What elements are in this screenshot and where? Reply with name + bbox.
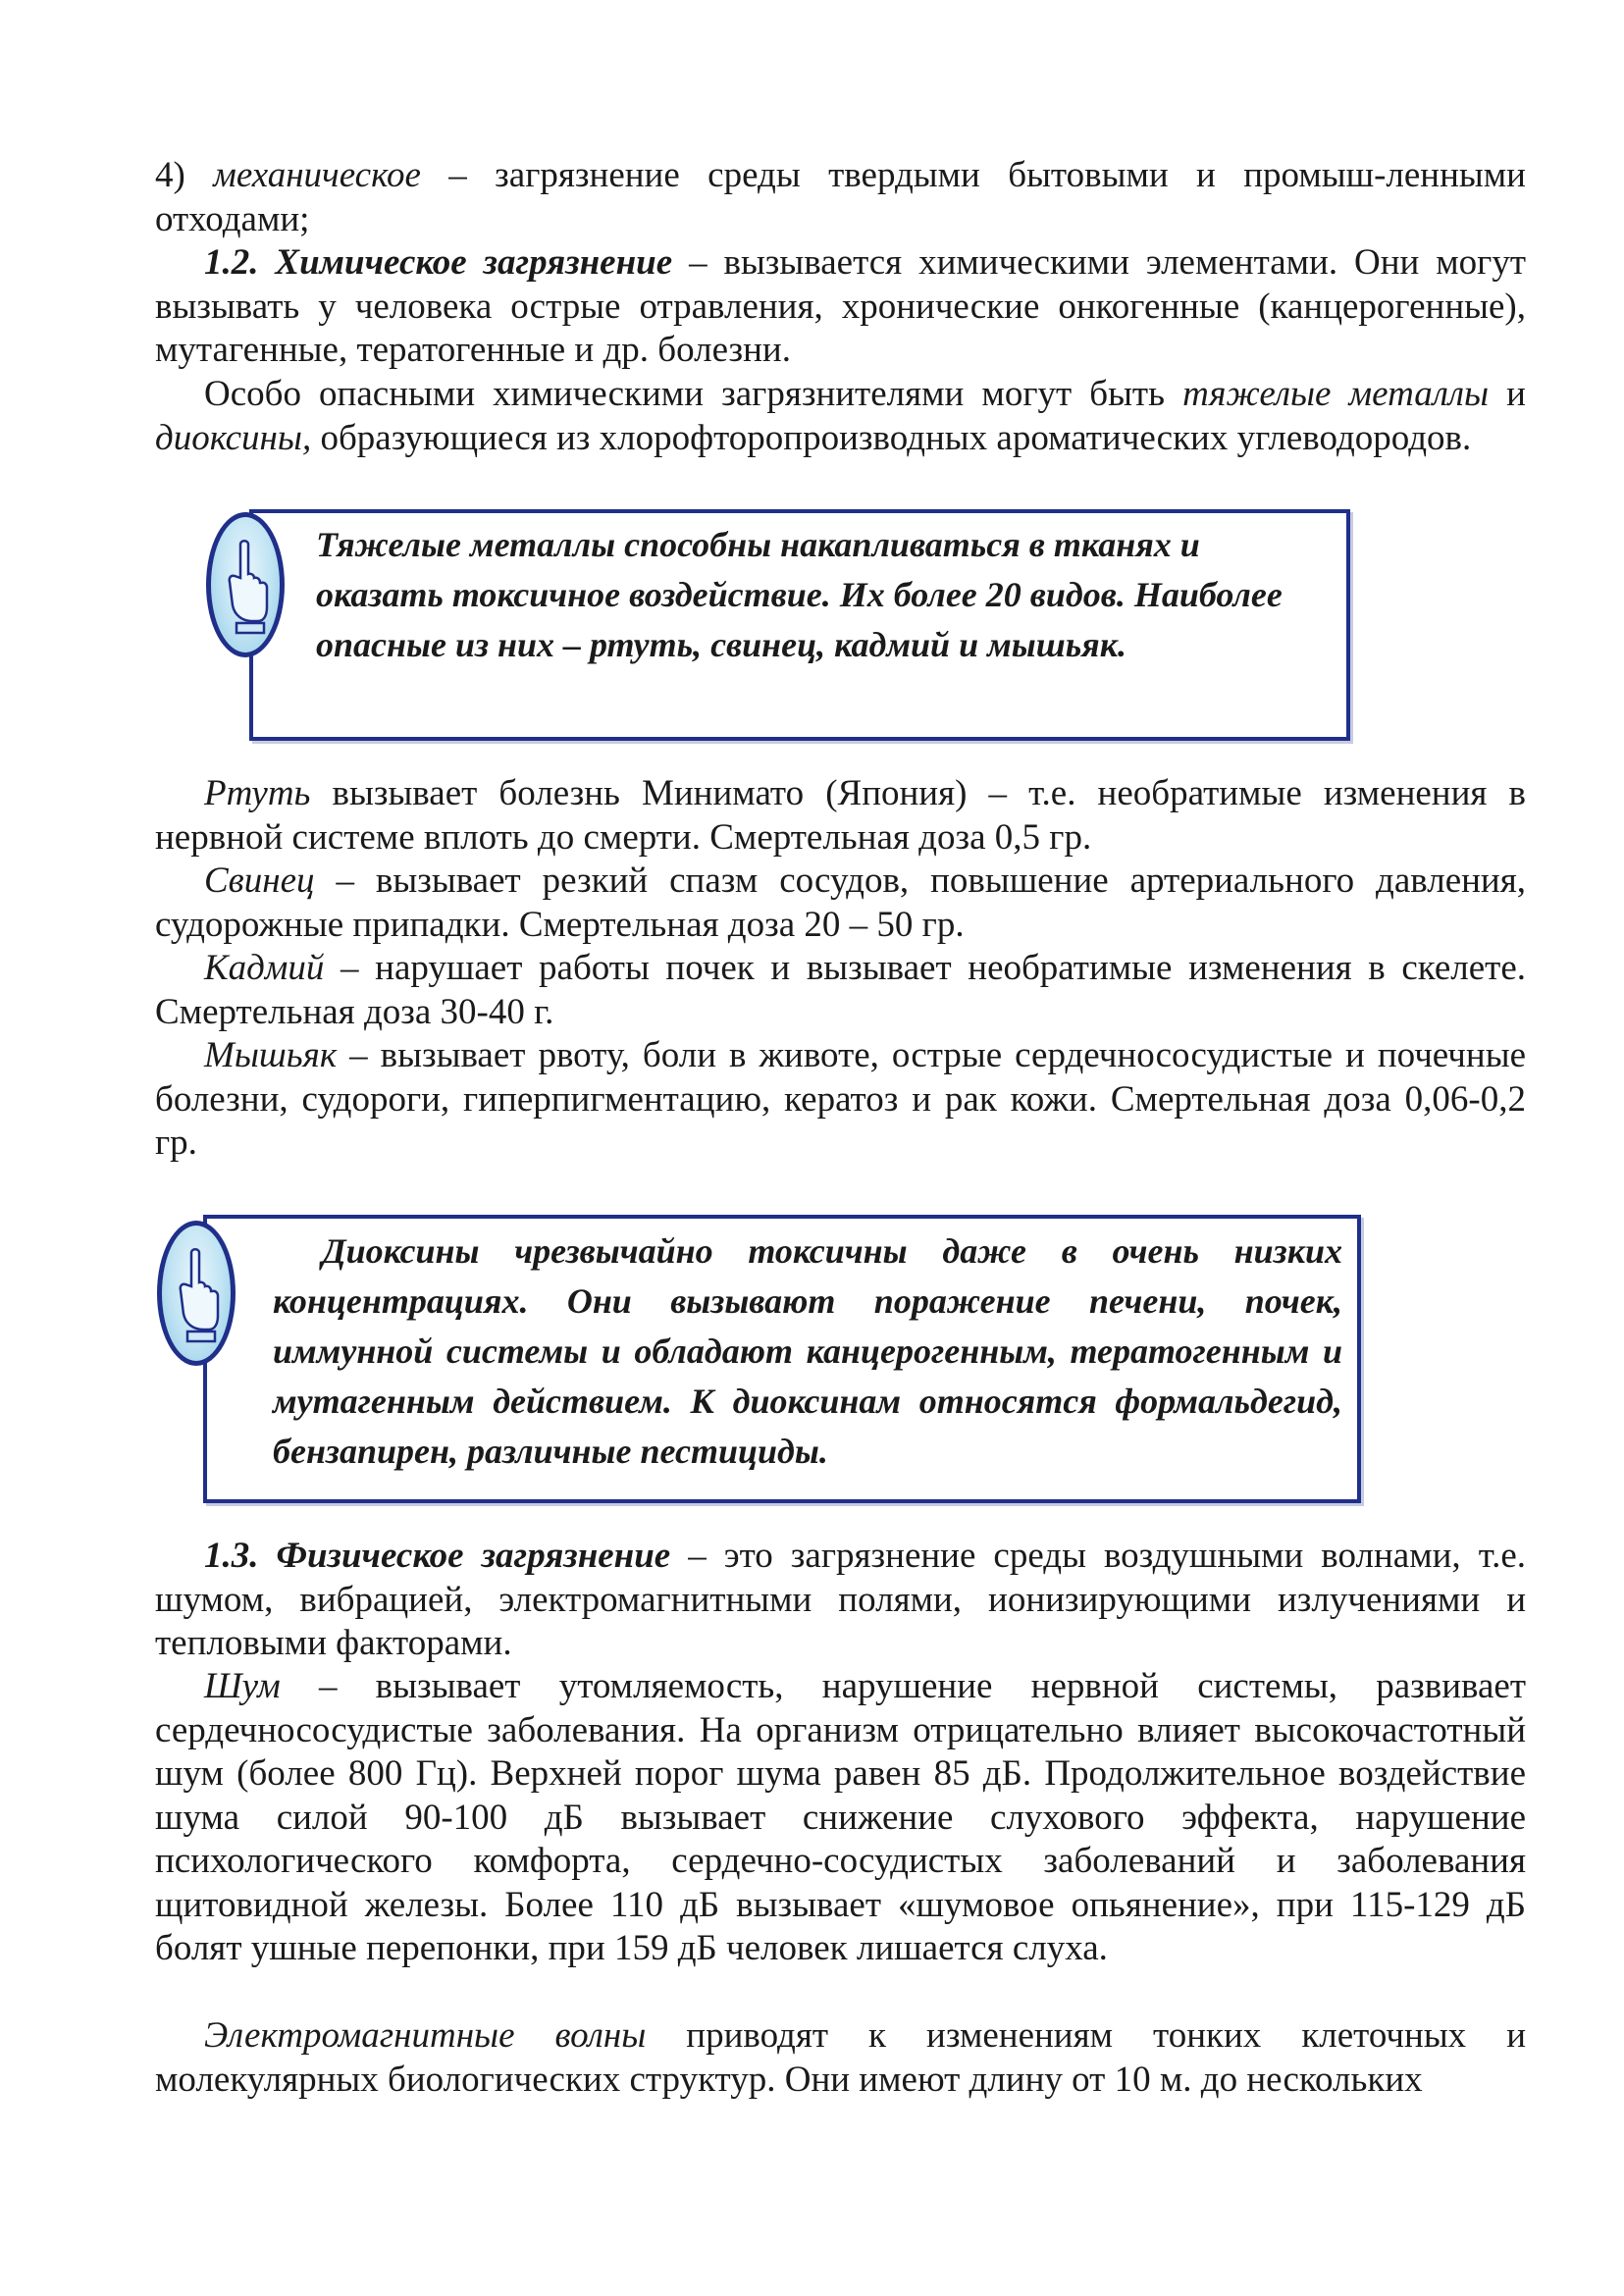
paragraph-arsenic bbox=[155, 1034, 1526, 1166]
paragraph-chemical-pollution bbox=[155, 241, 1526, 373]
term-mercury: Ртуть bbox=[204, 773, 311, 813]
paragraph-text: образующиеся из хлорофторопроизводных ароматических углеводородов. bbox=[311, 417, 1472, 458]
paragraph-lead bbox=[155, 860, 1526, 947]
section-heading-1-3: 1.3. Физическое загрязнение bbox=[204, 1536, 671, 1576]
paragraph-text: – вызывает резкий спазм сосудов, повышение артериального давления, судорожные припадки. Смертельная доза 20 – 50 гр. bbox=[155, 861, 1526, 945]
paragraph-mechanical bbox=[155, 154, 1526, 241]
paragraph-text: вызывает болезнь Минимато (Япония) – т.е. необратимые изменения в нервной системе вплоть до смерти. Смертельная доза 0,5 гр. bbox=[155, 773, 1526, 858]
term-mechanical: механическое bbox=[213, 155, 421, 195]
paragraph-text: и bbox=[1489, 374, 1526, 414]
pointing-hand-icon bbox=[162, 1226, 231, 1361]
term-heavy-metals: тяжелые металлы bbox=[1182, 374, 1490, 414]
paragraph-text: Особо опасными химическими загрязнителями могут быть bbox=[204, 374, 1183, 414]
term-cadmium: Кадмий bbox=[204, 948, 325, 988]
term-arsenic: Мышьяк bbox=[204, 1035, 338, 1075]
list-number: 4) bbox=[155, 155, 214, 195]
paragraph-text: – это загрязнение среды воздушными волнами, т.е. шумом, вибрацией, электромагнитными полями, ионизирующими излучениями и тепловыми факторами. bbox=[155, 1536, 1527, 1663]
pointing-hand-icon bbox=[157, 1221, 236, 1366]
paragraph-text: – вызывает рвоту, боли в животе, острые сердечнососудистые и почечные болезни, судороги, гиперпигментацию, кератоз и рак кожи. Смертельная доза 0,06-0,2 гр. bbox=[155, 1035, 1526, 1163]
term-lead: Свинец bbox=[204, 861, 315, 901]
pointing-hand-icon bbox=[206, 512, 285, 657]
paragraph-physical-pollution bbox=[155, 1535, 1526, 1666]
callout-heavy-metals-text: Тяжелые металлы способны накапливаться в тканях и оказать токсичное воздействие. Их более 20 видов. Наиболее опасные из них – ртуть, свинец, кадмий и мышьяк. bbox=[316, 525, 1283, 664]
term-em-waves: Электромагнитные волны bbox=[204, 2015, 647, 2056]
paragraph-text: приводят к изменениям тонких клеточных и молекулярных биологических структур. Они имеют длину от 10 м. до нескольких bbox=[155, 2015, 1526, 2100]
paragraph-text: – нарушает работы почек и вызывает необратимые изменения в скелете. Смертельная доза 30-40 г. bbox=[155, 948, 1526, 1032]
paragraph-text: – вызывает утомляемость, нарушение нервной системы, развивает сердечнососудистые заболевания. На организм отрицательно влияет высокочастотный шум (более 800 Гц). Верхней порог шума равен 85 дБ. Продолжительное воздействие шума силой 90-100 дБ вызывает снижение слухового эффекта, нарушение психологического комфорта, сердечно-сосудистых заболеваний и заболевания щитовидной железы. Более 110 дБ вызывает «шумовое опьянение», при 115-129 дБ болят ушные перепонки, при 159 дБ человек лишается слуха. bbox=[155, 1666, 1526, 1968]
paragraph-mercury bbox=[155, 772, 1526, 860]
term-noise: Шум bbox=[204, 1666, 281, 1706]
paragraph-noise bbox=[155, 1665, 1526, 1971]
paragraph-text: – вызывается химическими элементами. Они могут вызывать у человека острые отравления, хронические онкогенные (канцерогенные), мутагенные, тератогенные и др. болезни. bbox=[155, 242, 1526, 370]
paragraph-em-waves bbox=[155, 2014, 1526, 2102]
paragraph-hazardous-pollutants bbox=[155, 373, 1526, 460]
paragraph-text: – загрязнение среды твердыми бытовыми и промыш-ленными отходами; bbox=[155, 155, 1526, 239]
term-dioxins: диоксины, bbox=[155, 417, 312, 458]
callout-dioxins-text: Диоксины чрезвычайно токсичны даже в очень низких концентрациях. Они вызывают поражение печени, почек, иммунной системы и обладают канцерогенным, тератогенным и мутагенным действием. К диоксинам относятся формальдегид, бензапирен, различные пестициды. bbox=[273, 1231, 1342, 1471]
pointing-hand-icon bbox=[211, 517, 280, 652]
section-heading-1-2: 1.2. Химическое загрязнение bbox=[204, 242, 673, 283]
paragraph-cadmium bbox=[155, 947, 1526, 1034]
